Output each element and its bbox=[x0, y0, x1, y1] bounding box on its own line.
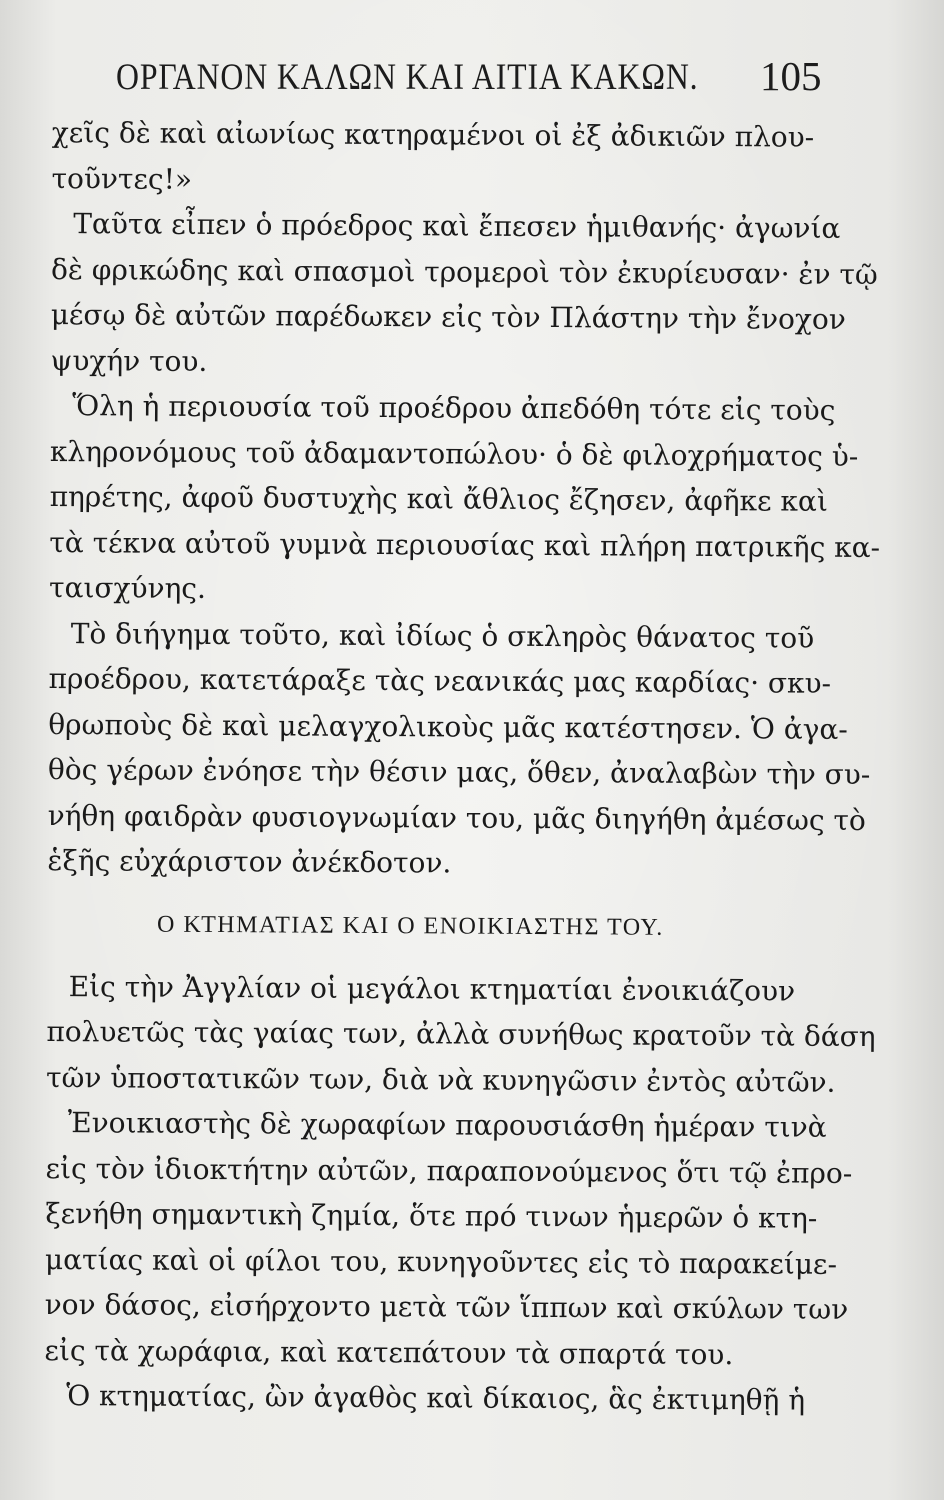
text-line: Ἐνοικιαστὴς δὲ χωραφίων παρουσιάσθη ἡμέραν τινὰ bbox=[67, 1106, 827, 1144]
text-line: τοῦντες!» bbox=[51, 161, 193, 196]
section-title: Ο ΚΤΗΜΑΤΙΑΣ ΚΑΙ Ο ΕΝΟΙΚΙΑΣΤΗΣ ΤΟΥ. bbox=[156, 911, 664, 941]
page-number: 105 bbox=[760, 53, 822, 99]
text-line: νήθη φαιδρὰν φυσιογνωμίαν του, μᾶς διηγήθη ἀμέσως τὸ bbox=[47, 798, 866, 837]
text-line: ταισχύνης. bbox=[48, 570, 207, 605]
running-head bbox=[0, 50, 944, 110]
text-line: μέσῳ δὲ αὐτῶν παρέδωκεν εἰς τὸν Πλάστην τὴν ἔνοχον bbox=[50, 297, 846, 336]
text-line: Τὸ διήγημα τοῦτο, καὶ ἰδίως ὁ σκληρὸς θάνατος τοῦ bbox=[70, 616, 815, 655]
text-line: δὲ φρικώδης καὶ σπασμοὶ τρομεροὶ τὸν ἐκυρίευσαν· ἐν τῷ bbox=[50, 252, 878, 291]
text-line: νον δάσος, εἰσήρχοντο μετὰ τῶν ἵππων καὶ σκύλων των bbox=[44, 1287, 849, 1326]
text-line: χεῖς δὲ καὶ αἰωνίως κατηραμένοι οἱ ἐξ ἀδικιῶν πλου- bbox=[51, 115, 815, 154]
text-line: ψυχήν του. bbox=[50, 343, 208, 378]
body-text bbox=[44, 110, 881, 1423]
text-line: πολυετῶς τὰς γαίας των, ἀλλὰ συνήθως κρατοῦν τὰ δάση bbox=[46, 1014, 876, 1054]
text-line: ματίας καὶ οἱ φίλοι του, κυνηγοῦντες εἰς τὸ παρακείμε- bbox=[44, 1242, 838, 1281]
text-line: εἰς τὰ χωράφια, καὶ κατεπάτουν τὰ σπαρτά του. bbox=[44, 1333, 734, 1371]
text-line: πηρέτης, ἀφοῦ δυστυχὴς καὶ ἄθλιος ἔζησεν, ἀφῆκε καὶ bbox=[49, 479, 828, 518]
text-line: προέδρου, κατετάραξε τὰς νεανικάς μας καρδίας· σκυ- bbox=[48, 661, 832, 700]
text-line: τὰ τέκνα αὐτοῦ γυμνὰ περιουσίας καὶ πλήρη πατρικῆς κα- bbox=[49, 525, 881, 564]
text-line: Ὁ κτηματίας, ὢν ἀγαθὸς καὶ δίκαιος, ἃς ἐκτιμηθῇ ἡ bbox=[66, 1379, 806, 1417]
text-line: θὸς γέρων ἐνόησε τὴν θέσιν μας, ὅθεν, ἀναλαβὼν τὴν συ- bbox=[47, 752, 871, 792]
text-line: θρωποὺς δὲ καὶ μελαγχολικοὺς μᾶς κατέστησεν. Ὁ ἀγα- bbox=[48, 707, 848, 746]
running-title: ΟΡΓΑΝΟΝ ΚΑΛΩΝ ΚΑΙ ΑΙΤΙΑ ΚΑΚΩΝ. bbox=[116, 57, 699, 98]
text-line: Ταῦτα εἶπεν ὁ πρόεδρος καὶ ἔπεσεν ἡμιθανής· ἀγωνία bbox=[73, 207, 841, 245]
text-line: ξενήθη σημαντικὴ ζημία, ὅτε πρό τινων ἡμερῶν ὁ κτη- bbox=[45, 1196, 818, 1235]
text-line: τῶν ὑποστατικῶν των, διὰ νὰ κυνηγῶσιν ἐντὸς αὐτῶν. bbox=[45, 1060, 836, 1099]
text-line: Εἰς τὴν Ἀγγλίαν οἱ μεγάλοι κτηματίαι ἐνοικιάζουν bbox=[68, 969, 796, 1008]
text-line: κληρονόμους τοῦ ἀδαμαντοπώλου· ὁ δὲ φιλοχρήματος ὑ- bbox=[49, 434, 859, 473]
text-line: Ὅλη ἡ περιουσία τοῦ προέδρου ἀπεδόθη τότε εἰς τοὺς bbox=[72, 389, 836, 427]
text-line: ἑξῆς εὐχάριστον ἀνέκδοτον. bbox=[47, 843, 452, 880]
text-line: εἰς τὸν ἰδιοκτήτην αὐτῶν, παραπονούμενος ὅτι τῷ ἐπρο- bbox=[45, 1151, 853, 1190]
